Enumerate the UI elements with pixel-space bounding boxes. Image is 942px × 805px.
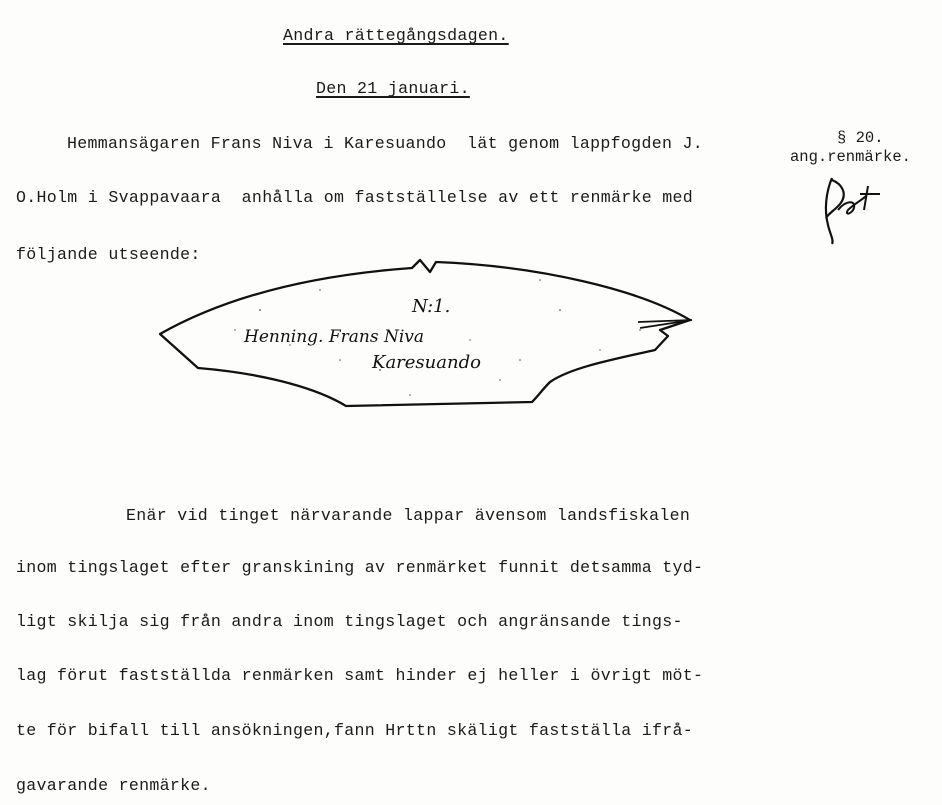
paragraph-2-line-5: te för bifall till ansökningen,fann Hrttn skäligt fastställa ifrå- — [16, 721, 694, 740]
ear-mark-owner: Henning. Frans Niva — [244, 327, 425, 347]
reindeer-ear-mark-drawing — [140, 250, 720, 430]
margin-initials-signature — [818, 170, 888, 250]
paragraph-2-line-1: Enär vid tinget närvarande lappar ävensom landsfiskalen — [126, 506, 691, 525]
ear-mark-place: Karesuando — [372, 352, 481, 373]
paragraph-1-line-3: följande utseende: — [16, 245, 201, 264]
margin-section-number: § 20. — [837, 129, 884, 147]
document-heading: Andra rättegångsdagen. — [283, 26, 509, 45]
paragraph-2-line-2: inom tingslaget efter granskining av renmärket funnit detsamma tyd- — [16, 558, 704, 577]
paragraph-2-line-6: gavarande renmärke. — [16, 776, 211, 795]
paragraph-1-line-2: O.Holm i Svappavaara anhålla om fastställelse av ett renmärke med — [16, 188, 694, 207]
paragraph-2-line-4: lag förut fastställda renmärken samt hinder ej heller i övrigt möt- — [16, 666, 704, 685]
paragraph-2-line-3: ligt skilja sig från andra inom tingslaget och angränsande tings- — [16, 612, 683, 631]
paragraph-1-line-1: Hemmansägaren Frans Niva i Karesuando lät genom lappfogden J. — [67, 134, 703, 153]
ear-mark-number: N:1. — [412, 296, 451, 317]
margin-subject-note: ang.renmärke. — [790, 148, 911, 166]
date-heading: Den 21 januari. — [316, 79, 470, 98]
